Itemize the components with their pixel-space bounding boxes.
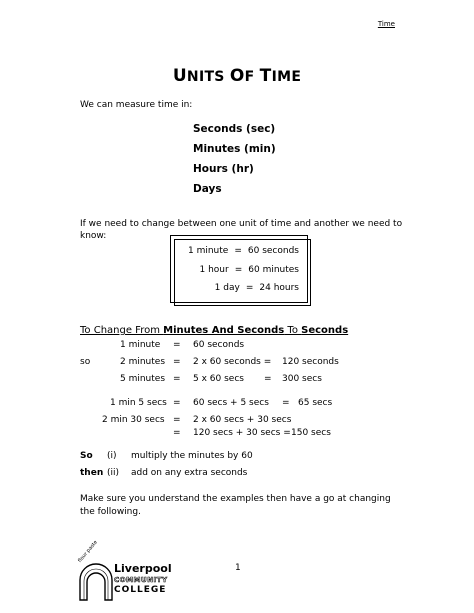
calc-r3-rhs: 300 secs — [282, 374, 322, 384]
step2-text: add on any extra seconds — [131, 468, 248, 478]
calc-r4-eq: = — [173, 398, 181, 408]
calc-r1-rhs: 60 seconds — [193, 340, 245, 350]
logo-line3: COLLEGE — [114, 585, 167, 595]
page-title: UNITS OF TIME — [172, 66, 302, 86]
calc-r2-lhs: 2 minutes — [120, 357, 166, 367]
arch-icon — [76, 558, 116, 602]
calc-r3-eq: = — [173, 374, 181, 384]
calc-r2-prefix: so — [80, 357, 91, 367]
box-row-hour: 1 hour = 60 minutes — [199, 265, 299, 275]
change-text-line1: If we need to change between one unit of time and another we need to — [80, 219, 403, 229]
unit-seconds: Seconds (sec) — [193, 123, 276, 135]
step2-num: (ii) — [107, 468, 120, 478]
conversion-box — [170, 235, 308, 303]
closing-line1: Make sure you understand the examples then have a go at changing — [80, 494, 391, 504]
calc-r4-lhs: 1 min 5 secs — [110, 398, 167, 408]
closing-line2: the following. — [80, 507, 141, 517]
step1-text: multiply the minutes by 60 — [131, 451, 253, 461]
calc-r6-eq: = — [173, 428, 181, 438]
change-text-line2: know: — [80, 231, 107, 241]
calc-r4-mid: 60 secs + 5 secs — [193, 398, 269, 408]
calc-r4-eq2: = — [282, 398, 290, 408]
logo-line2: COMMUNITY — [114, 576, 168, 584]
calc-r6-rhs: 150 secs — [291, 428, 331, 438]
logo-arch-text: flour paste — [77, 539, 99, 564]
page-number: 1 — [235, 563, 241, 573]
calc-r4-rhs: 65 secs — [298, 398, 333, 408]
calc-r2-mid: 2 x 60 seconds = — [193, 357, 272, 367]
step1-word: So — [80, 451, 93, 461]
calc-r6-mid: 120 secs + 30 secs = — [193, 428, 291, 438]
unit-hours: Hours (hr) — [193, 163, 254, 175]
intro-text: We can measure time in: — [80, 100, 193, 110]
calc-r5-eq: = — [173, 415, 181, 425]
box-row-day: 1 day = 24 hours — [214, 283, 299, 293]
unit-minutes: Minutes (min) — [193, 143, 276, 155]
section-heading: To Change From Minutes And Seconds To Seconds — [80, 325, 349, 336]
calc-r2-rhs: 120 seconds — [282, 357, 339, 367]
unit-days: Days — [193, 183, 222, 195]
logo-line1: Liverpool — [114, 562, 172, 575]
box-row-minute: 1 minute = 60 seconds — [188, 246, 299, 256]
college-logo — [76, 539, 176, 602]
step1-num: (i) — [107, 451, 117, 461]
calc-r1-lhs: 1 minute — [120, 340, 161, 350]
calc-r1-eq: = — [173, 340, 181, 350]
calc-r3-eq2: = — [264, 374, 272, 384]
calc-r5-lhs: 2 min 30 secs — [102, 415, 165, 425]
calc-r3-lhs: 5 minutes — [120, 374, 166, 384]
calc-r3-mid: 5 x 60 secs — [193, 374, 244, 384]
calc-r5-mid: 2 x 60 secs + 30 secs — [193, 415, 292, 425]
calc-r2-eq: = — [173, 357, 181, 367]
step2-word: then — [80, 468, 104, 478]
header-tag: Time — [377, 20, 395, 28]
